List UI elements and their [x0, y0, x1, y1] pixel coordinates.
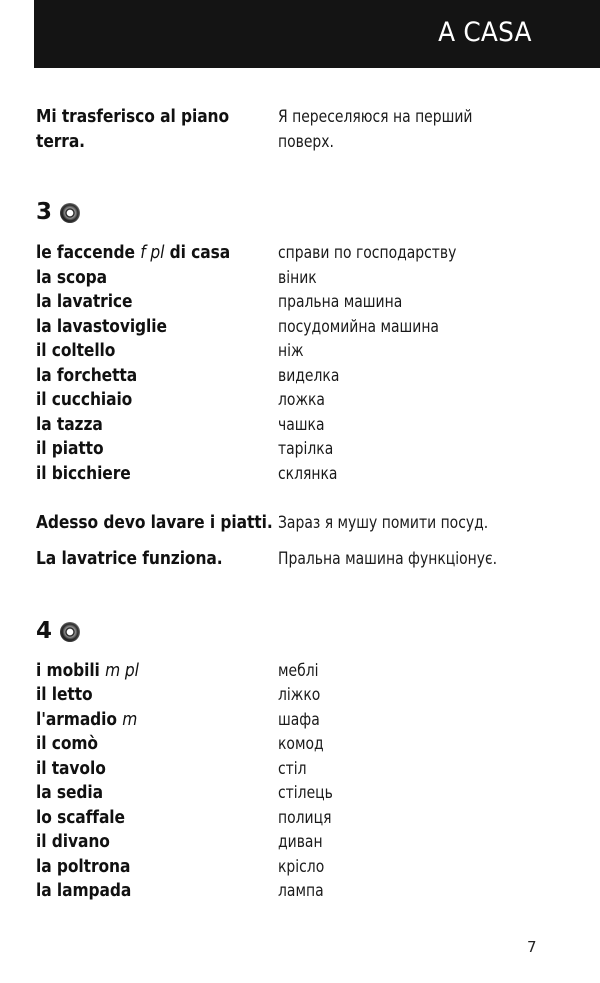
vocab-ua: лампа	[278, 881, 324, 901]
vocab-it: il letto	[36, 684, 93, 705]
phrase-ua: Зараз я мушу помити посуд.	[278, 513, 489, 533]
vocab-it: il bicchiere	[36, 463, 131, 484]
phrase-ua: Пральна машина функціонує.	[278, 549, 498, 569]
grammar-tag: m pl	[105, 660, 139, 681]
vocab-ua: ліжко	[278, 685, 321, 705]
vocab-ua: чашка	[278, 415, 325, 435]
vocab-it: i mobili m pl	[36, 660, 139, 681]
vocab-ua: меблі	[278, 661, 319, 681]
vocab-it: il divano	[36, 831, 110, 852]
cd-audio-icon	[60, 203, 80, 223]
vocab-ua: справи по господарству	[278, 243, 457, 263]
vocab-ua: диван	[278, 832, 323, 852]
vocab-ua: полиця	[278, 808, 332, 828]
vocab-it: il piatto	[36, 438, 104, 459]
vocab-ua: ніж	[278, 341, 304, 361]
vocab-ua: ложка	[278, 390, 325, 410]
vocab-it: la lampada	[36, 880, 132, 901]
vocab-it: lo scaffale	[36, 807, 125, 828]
phrase-it: La lavatrice funziona.	[36, 548, 223, 569]
phrase-ua-line-2: поверх.	[278, 132, 334, 152]
vocab-ua: склянка	[278, 464, 338, 484]
phrase-it: Adesso devo lavare i piatti.	[36, 512, 273, 533]
chapter-header-bar	[34, 0, 600, 68]
vocab-it: la forchetta	[36, 365, 138, 386]
vocab-it: la lavatrice	[36, 291, 133, 312]
vocab-it: il coltello	[36, 340, 116, 361]
vocab-it: la tazza	[36, 414, 103, 435]
vocab-it: la sedia	[36, 782, 103, 803]
vocab-it: il cucchiaio	[36, 389, 133, 410]
vocab-ua: виделка	[278, 366, 340, 386]
grammar-tag: f pl	[140, 242, 165, 263]
vocab-ua: стіл	[278, 759, 307, 779]
vocab-ua: комод	[278, 734, 324, 754]
phrase-it-line-2: terra.	[36, 131, 85, 152]
vocab-it: la poltrona	[36, 856, 131, 877]
vocab-ua: стілець	[278, 783, 333, 803]
vocab-it: le faccende f pl di casa	[36, 242, 231, 263]
vocab-ua: віник	[278, 268, 317, 288]
vocab-ua: тарілка	[278, 439, 334, 459]
section-number: 4	[36, 618, 53, 644]
vocab-it: la scopa	[36, 267, 108, 288]
vocab-it: il comò	[36, 733, 98, 754]
vocab-ua: шафа	[278, 710, 320, 730]
vocab-it: la lavastoviglie	[36, 316, 167, 337]
phrase-it-line-1: Mi trasferisco al piano	[36, 106, 230, 127]
vocab-it: il tavolo	[36, 758, 106, 779]
section-number: 3	[36, 199, 53, 225]
vocab-ua: пральна машина	[278, 292, 403, 312]
vocab-ua: посудомийна машина	[278, 317, 439, 337]
phrase-ua-line-1: Я переселяюся на перший	[278, 107, 473, 127]
grammar-tag: m	[122, 709, 138, 730]
cd-audio-icon	[60, 622, 80, 642]
chapter-title: A CASA	[438, 17, 532, 48]
vocab-ua: крісло	[278, 857, 325, 877]
vocab-it: l'armadio m	[36, 709, 138, 730]
page-number: 7	[527, 938, 537, 956]
